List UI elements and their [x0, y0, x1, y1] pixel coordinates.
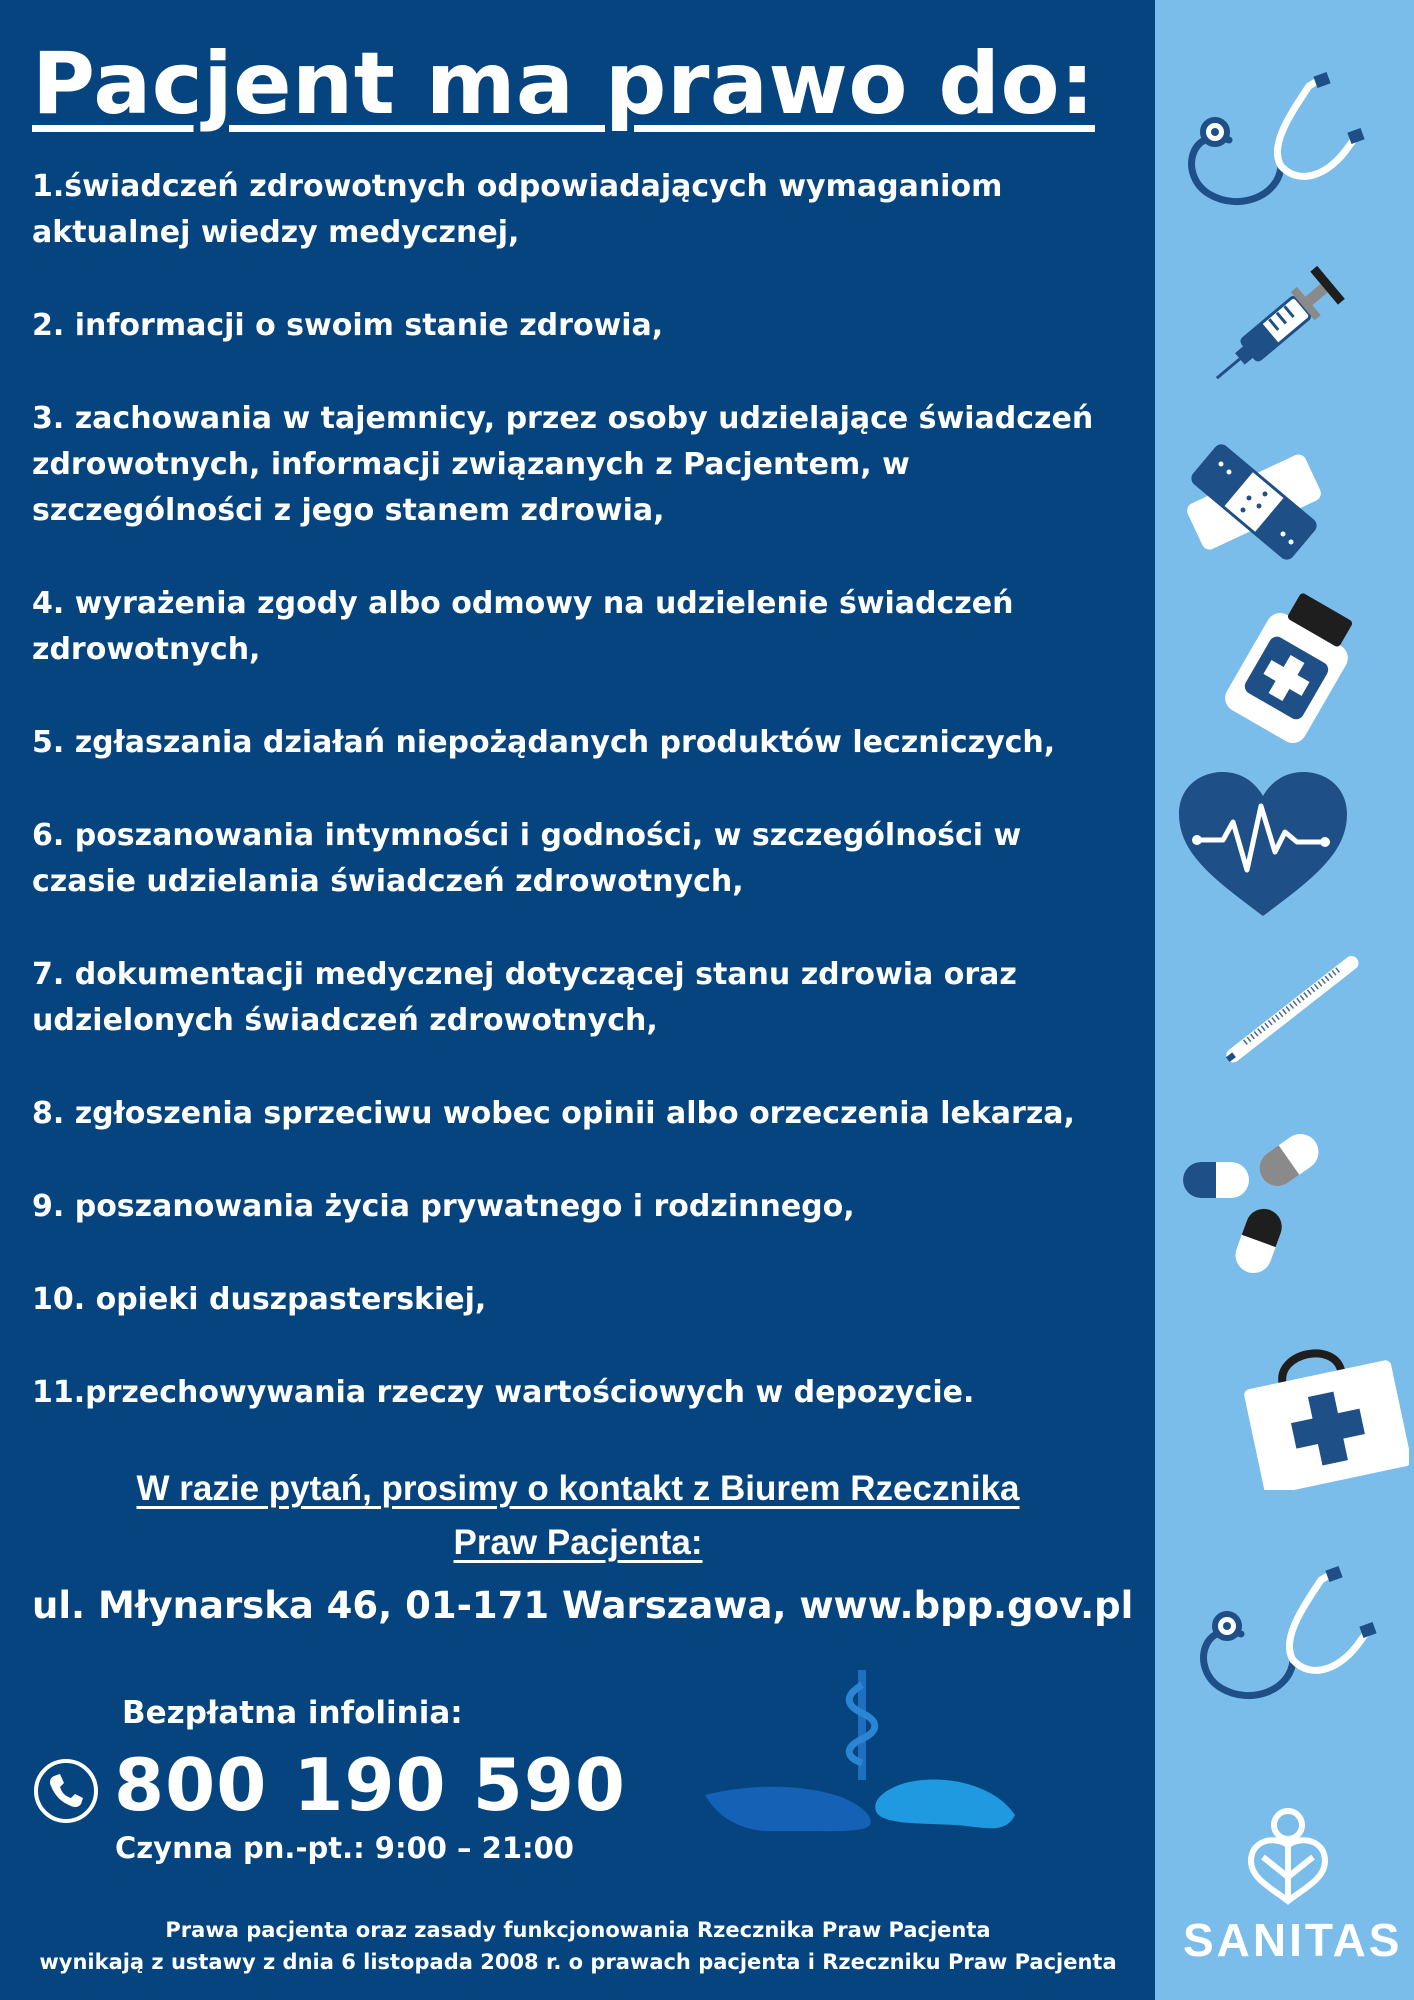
contact-address: ul. Młynarska 46, 01-171 Warszawa, www.bpp.gov.pl — [32, 1584, 1134, 1627]
contact-heading-line1: W razie pytań, prosimy o kontakt z Biurem Rzecznika — [136, 1469, 1020, 1508]
right-item-9: 9. poszanowania życia prywatnego i rodzinnego, — [32, 1189, 855, 1224]
right-item-8: 8. zgłoszenia sprzeciwu wobec opinii albo orzeczenia lekarza, — [32, 1096, 1075, 1131]
right-item-4: 4. wyrażenia zgody albo odmowy na udzielenie świadczeń zdrowotnych, — [32, 586, 1014, 667]
contact-heading-line2: Praw Pacjenta: — [453, 1523, 703, 1562]
sanitas-logo — [1183, 1805, 1403, 1966]
medicine-bottle-icon — [1219, 580, 1369, 750]
infoline-label: Bezpłatna infolinia: — [122, 1695, 463, 1731]
thermometer-icon — [1205, 940, 1381, 1080]
right-item-5: 5. zgłaszania działań niepożądanych produktów leczniczych, — [32, 725, 1056, 760]
right-item-3: 3. zachowania w tajemnicy, przez osoby udzielające świadczeń zdrowotnych, informacji związanych z Pacjentem, w szczególności z jego stanem zdrowia, — [32, 401, 1094, 528]
page-title: Pacjent ma prawo do: — [32, 34, 1095, 134]
right-item-11: 11.przechowywania rzeczy wartościowych w depozycie. — [32, 1375, 975, 1410]
sanitas-logo-icon — [1243, 1805, 1333, 1905]
footnote-line2: wynikają z ustawy z dnia 6 listopada 2008 r. o prawach pacjenta i Rzeczniku Praw Pacjenta — [39, 1950, 1117, 1974]
right-item-7: 7. dokumentacji medycznej dotyczącej stanu zdrowia oraz udzielonych świadczeń zdrowotnych, — [32, 957, 1017, 1038]
bandage-icon — [1179, 432, 1329, 572]
right-item-10: 10. opieki duszpasterskiej, — [32, 1282, 487, 1317]
infoline-hours: Czynna pn.-pt.: 9:00 – 21:00 — [115, 1831, 574, 1865]
first-aid-kit-icon — [1239, 1330, 1409, 1490]
sidebar — [1155, 0, 1414, 2000]
phone-icon — [32, 1757, 100, 1825]
pills-icon — [1179, 1130, 1329, 1280]
phone-number: 800 190 590 — [114, 1743, 627, 1827]
stethoscope-icon — [1169, 66, 1369, 216]
brand-name: SANITAS — [1183, 1914, 1403, 1966]
footnote-line1: Prawa pacjenta oraz zasady funkcjonowania Rzecznika Praw Pacjenta — [165, 1918, 991, 1942]
right-item-2: 2. informacji o swoim stanie zdrowia, — [32, 308, 664, 343]
footnote — [32, 1914, 1124, 1978]
contact-heading — [32, 1462, 1124, 1570]
contact-section — [32, 1462, 1134, 1627]
patient-rights-emblem-icon — [705, 1665, 1015, 1845]
right-item-6: 6. poszanowania intymności i godności, w szczególności w czasie udzielania świadczeń zdrowotnych, — [32, 818, 1022, 899]
syringe-icon — [1193, 258, 1353, 408]
right-item-1: 1.świadczeń zdrowotnych odpowiadających wymaganiom aktualnej wiedzy medycznej, — [32, 169, 1003, 250]
heart-pulse-icon — [1175, 770, 1351, 920]
stethoscope-icon-2 — [1181, 1560, 1381, 1710]
rights-list — [32, 164, 1132, 1463]
